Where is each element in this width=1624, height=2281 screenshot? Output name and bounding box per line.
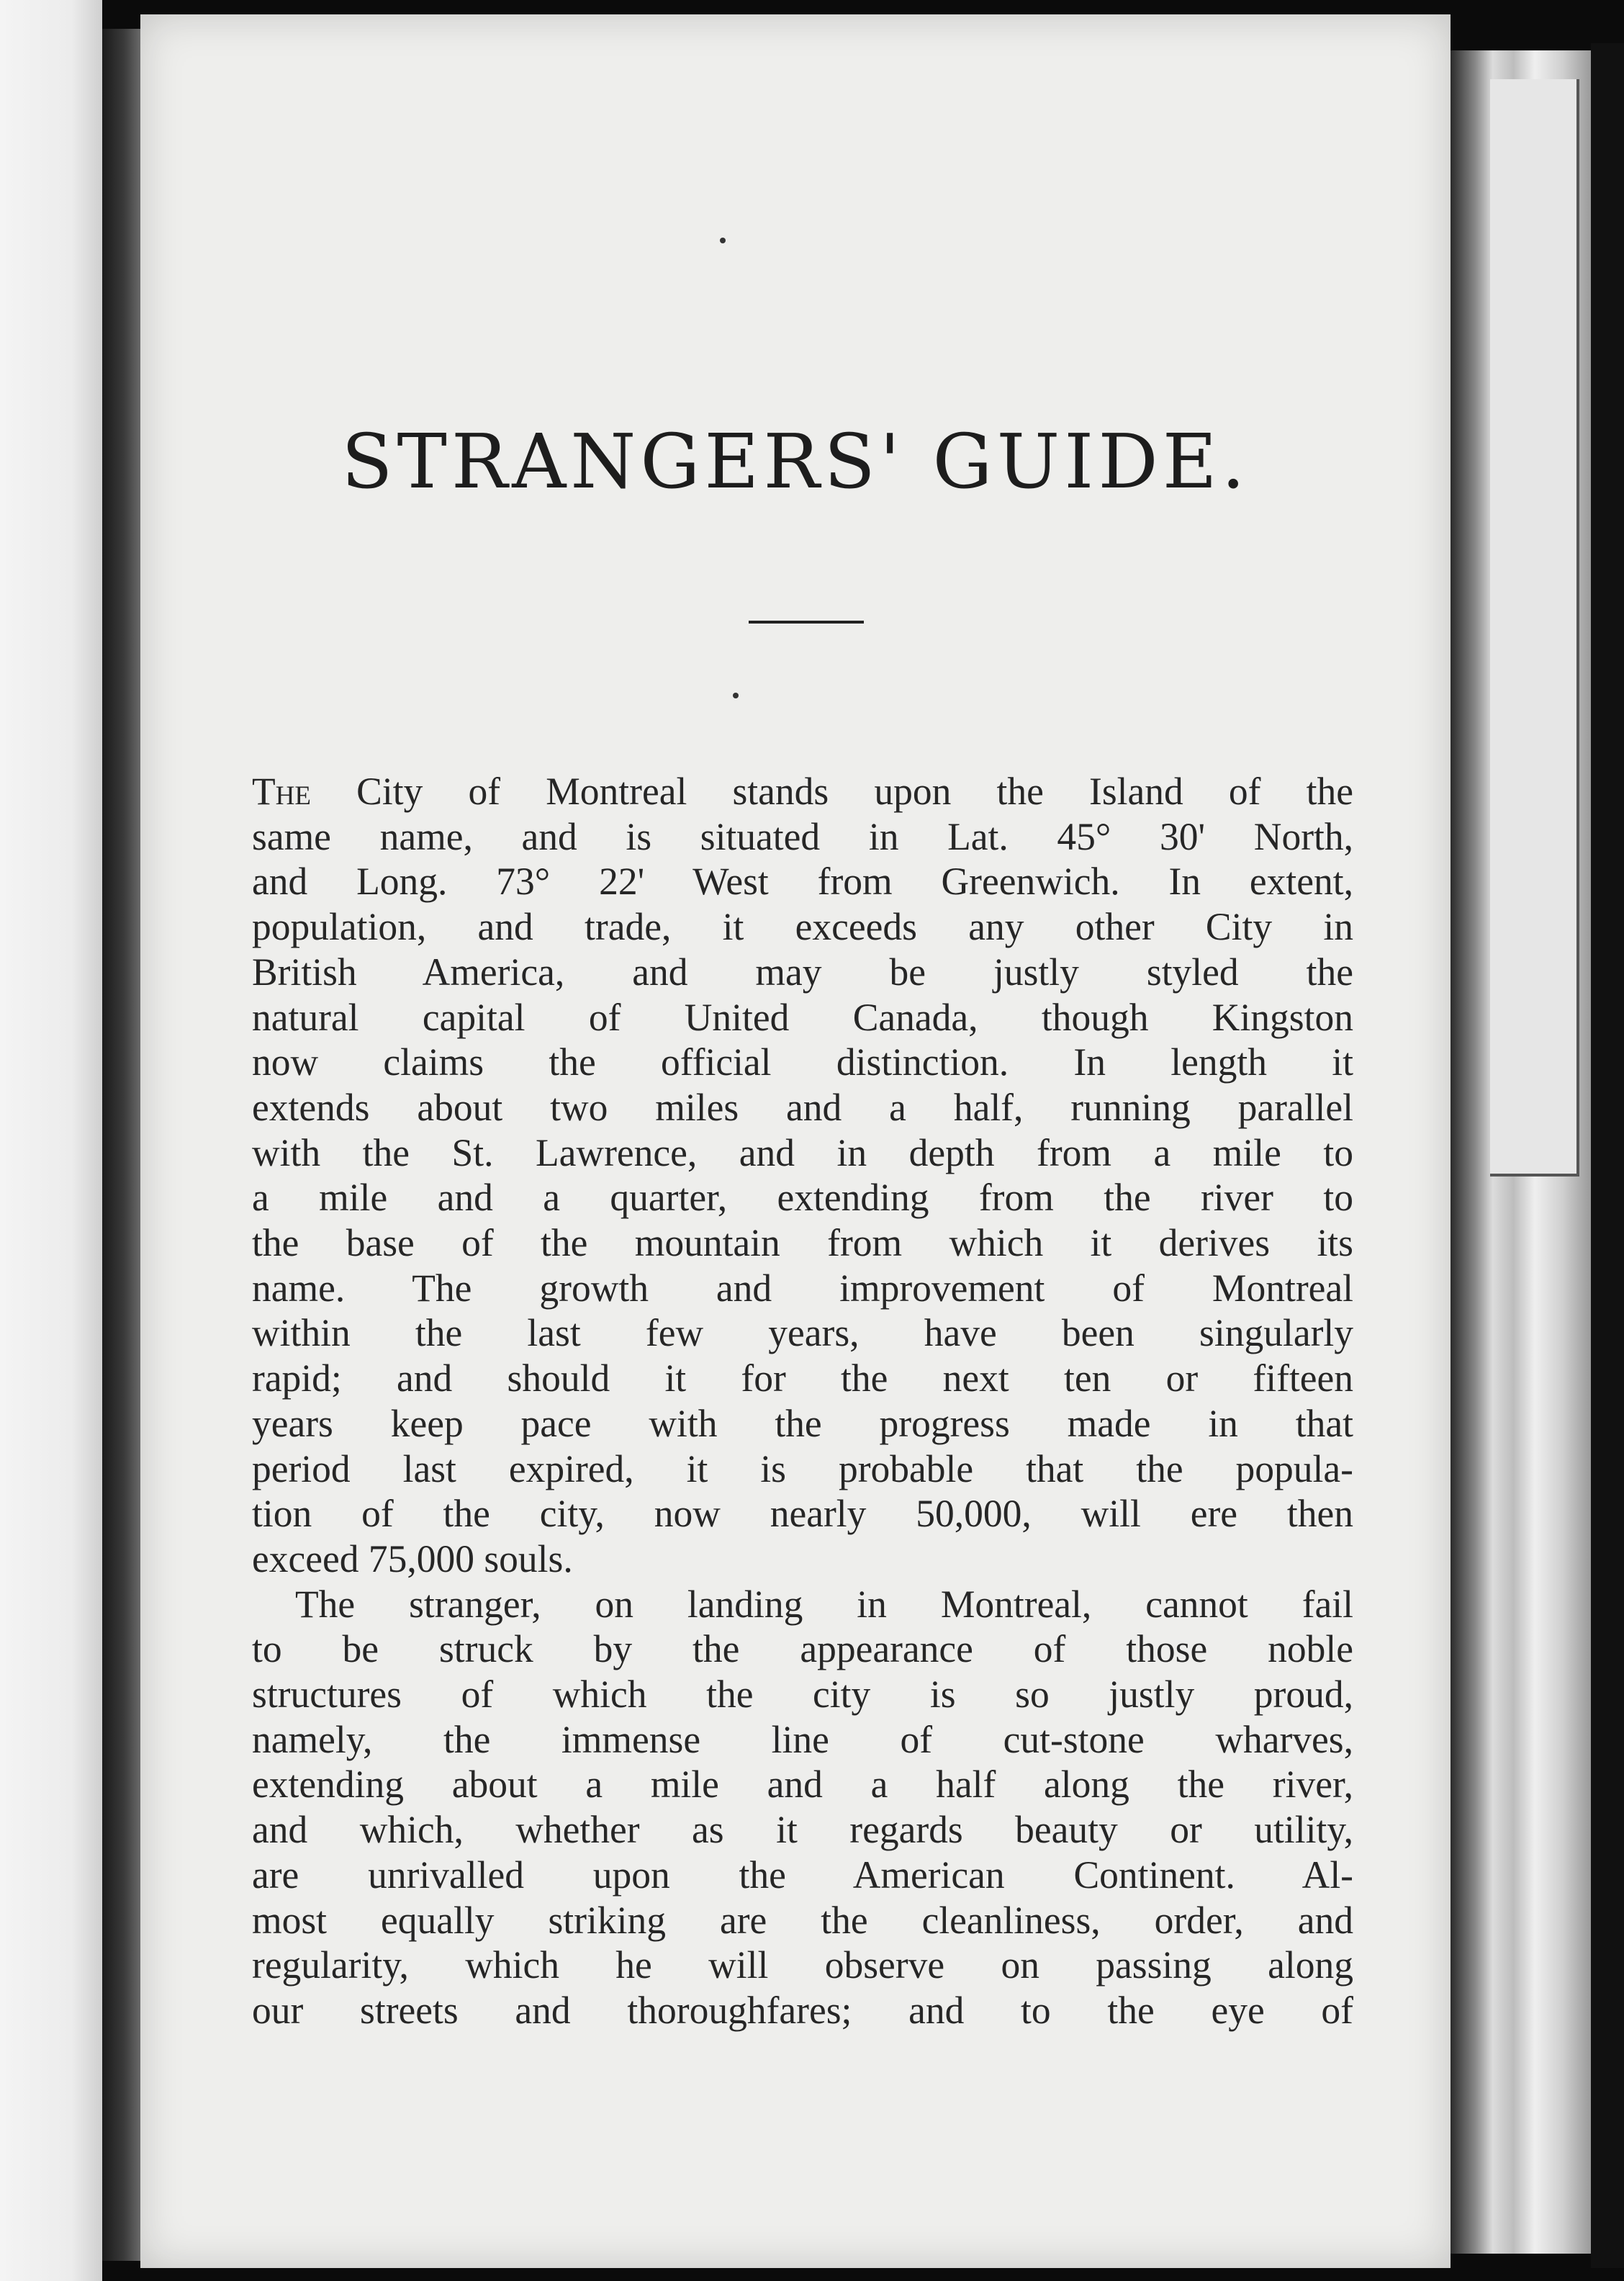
text-line: to be struck by the appearance of those noble bbox=[252, 1627, 1353, 1671]
text-line: natural capital of United Canada, though Kingston bbox=[252, 995, 1353, 1039]
text-line: with the St. Lawrence, and in depth from a mile to bbox=[252, 1130, 1353, 1174]
text-line: The stranger, on landing in Montreal, cannot fail bbox=[295, 1582, 1353, 1626]
text-line: the base of the mountain from which it derives its bbox=[252, 1221, 1353, 1265]
speck bbox=[733, 693, 739, 698]
text-line: rapid; and should it for the next ten or fifteen bbox=[252, 1357, 1353, 1400]
text-line: and Long. 73° 22' West from Greenwich. In extent, bbox=[252, 860, 1353, 904]
text-line: structures of which the city is so justly proud, bbox=[252, 1673, 1353, 1717]
text-line: extending about a mile and a half along the river, bbox=[252, 1763, 1353, 1807]
text-line: are unrivalled upon the American Continent. Al- bbox=[252, 1853, 1353, 1897]
page-tab bbox=[1490, 79, 1579, 1177]
facing-page-edge bbox=[0, 0, 102, 2281]
text-line: and which, whether as it regards beauty or utility, bbox=[252, 1808, 1353, 1852]
text-line: name. The growth and improvement of Montreal bbox=[252, 1266, 1353, 1310]
speck bbox=[720, 238, 726, 243]
text-line: same name, and is situated in Lat. 45° 30' North, bbox=[252, 814, 1353, 858]
title-rule bbox=[749, 621, 864, 624]
text-line: now claims the official distinction. In length it bbox=[252, 1040, 1353, 1084]
text-line: population, and trade, it exceeds any other City in bbox=[252, 905, 1353, 949]
book-gutter bbox=[102, 29, 145, 2261]
text-line: tion of the city, now nearly 50,000, will ere then bbox=[252, 1492, 1353, 1536]
text-line: our streets and thoroughfares; and to the eye of bbox=[252, 1988, 1353, 2032]
body-text bbox=[252, 769, 1353, 2033]
text-line: extends about two miles and a half, running parallel bbox=[252, 1085, 1353, 1129]
text-line: within the last few years, have been singularly bbox=[252, 1311, 1353, 1355]
text-line: The City of Montreal stands upon the Island of the bbox=[252, 770, 1353, 813]
text-line: British America, and may be justly styled the bbox=[252, 950, 1353, 994]
text-line: a mile and a quarter, extending from the river to bbox=[252, 1176, 1353, 1220]
page-title: STRANGERS' GUIDE. bbox=[341, 418, 1250, 505]
text-line: most equally striking are the cleanliness, order, and bbox=[252, 1898, 1353, 1942]
text-line: namely, the immense line of cut-stone wharves, bbox=[252, 1717, 1353, 1761]
text-line: period last expired, it is probable that the popula- bbox=[252, 1447, 1353, 1490]
lead-word: The bbox=[252, 770, 312, 813]
text-line: years keep pace with the progress made in that bbox=[252, 1401, 1353, 1445]
text-line: exceed 75,000 souls. bbox=[252, 1537, 573, 1580]
text-line: regularity, which he will observe on passing along bbox=[252, 1943, 1353, 1987]
scan-border bbox=[1591, 43, 1624, 2268]
